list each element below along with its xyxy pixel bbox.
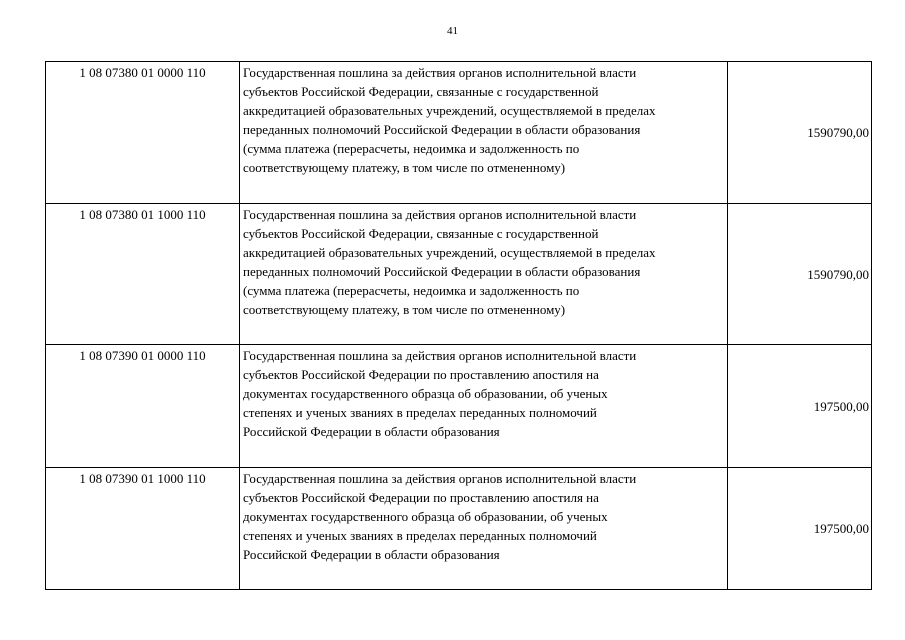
budget-revenue-table	[45, 61, 872, 590]
amount-cell: 197500,00	[728, 345, 872, 468]
revenue-code-cell: 1 08 07380 01 0000 110	[46, 62, 240, 204]
description-line: субъектов Российской Федерации, связанные с государственной	[243, 84, 599, 99]
table-row	[46, 62, 872, 204]
description-line: (сумма платежа (перерасчеты, недоимка и задолженность по	[243, 283, 580, 298]
table-row	[46, 204, 872, 345]
description-line: Государственная пошлина за действия органов исполнительной власти	[243, 65, 637, 80]
description-line: Российской Федерации в области образования	[243, 547, 500, 562]
description-line: (сумма платежа (перерасчеты, недоимка и задолженность по	[243, 141, 580, 156]
description-line: Российской Федерации в области образования	[243, 424, 500, 439]
description-line: аккредитацией образовательных учреждений, осуществляемой в пределах	[243, 245, 656, 260]
description-line: документах государственного образца об образовании, об ученых	[243, 386, 608, 401]
description-line: Государственная пошлина за действия органов исполнительной власти	[243, 207, 637, 222]
description-line: документах государственного образца об образовании, об ученых	[243, 509, 608, 524]
description-cell	[240, 468, 728, 590]
revenue-code-cell: 1 08 07390 01 0000 110	[46, 345, 240, 468]
amount-cell: 1590790,00	[728, 204, 872, 345]
description-line: субъектов Российской Федерации по проставлению апостиля на	[243, 490, 599, 505]
description-line: субъектов Российской Федерации, связанные с государственной	[243, 226, 599, 241]
description-line: переданных полномочий Российской Федерации в области образования	[243, 264, 641, 279]
description-cell	[240, 62, 728, 204]
revenue-code-cell: 1 08 07390 01 1000 110	[46, 468, 240, 590]
table-row	[46, 345, 872, 468]
page-number: 41	[447, 25, 458, 37]
description-line: переданных полномочий Российской Федерации в области образования	[243, 122, 641, 137]
description-line: субъектов Российской Федерации по проставлению апостиля на	[243, 367, 599, 382]
description-line: соответствующему платежу, в том числе по отмененному)	[243, 160, 566, 175]
amount-cell: 1590790,00	[728, 62, 872, 204]
description-cell	[240, 204, 728, 345]
table-row	[46, 468, 872, 590]
description-line: соответствующему платежу, в том числе по отмененному)	[243, 302, 566, 317]
description-line: степенях и ученых званиях в пределах переданных полномочий	[243, 528, 597, 543]
revenue-code-cell: 1 08 07380 01 1000 110	[46, 204, 240, 345]
description-line: аккредитацией образовательных учреждений, осуществляемой в пределах	[243, 103, 656, 118]
amount-cell: 197500,00	[728, 468, 872, 590]
description-cell	[240, 345, 728, 468]
description-line: Государственная пошлина за действия органов исполнительной власти	[243, 471, 637, 486]
description-line: степенях и ученых званиях в пределах переданных полномочий	[243, 405, 597, 420]
description-line: Государственная пошлина за действия органов исполнительной власти	[243, 348, 637, 363]
